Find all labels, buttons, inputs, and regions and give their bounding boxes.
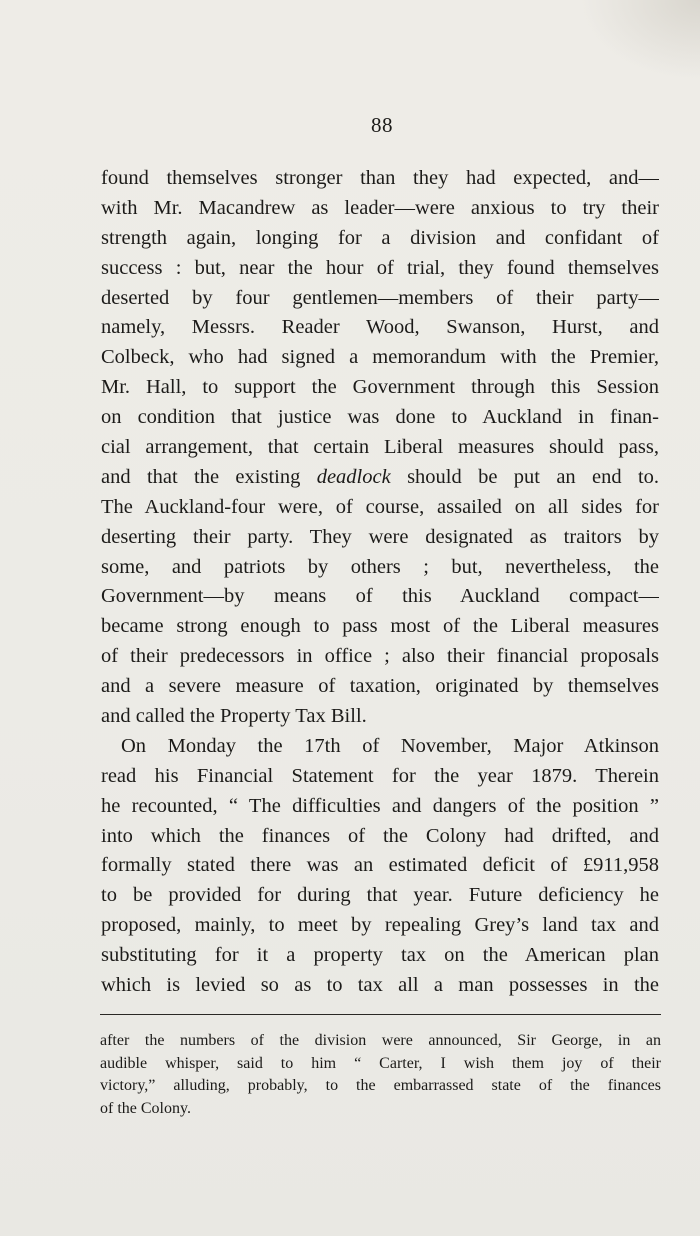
paragraph-start-line: On Monday the 17th of November, Major Atkinson [121, 734, 659, 757]
footnote-line: of the Colony. [100, 1099, 191, 1117]
text-line: success : but, near the hour of trial, they found themselves [101, 256, 659, 279]
text-line: namely, Messrs. Reader Wood, Swanson, Hurst, and [101, 316, 659, 339]
text-line: and a severe measure of taxation, originated by themselves [101, 675, 659, 698]
text-line: to be provided for during that year. Future deficiency he [101, 884, 659, 907]
paper-stain [580, 0, 700, 80]
text-line: became strong enough to pass most of the Liberal measures [101, 615, 659, 638]
text-line: Colbeck, who had signed a memorandum with the Premier, [101, 346, 659, 369]
paragraph-end-line: and called the Property Tax Bill. [101, 705, 367, 728]
text-line-with-italic [101, 463, 659, 493]
main-text-block [101, 164, 659, 1001]
text-line: read his Financial Statement for the year 1879. Therein [101, 764, 659, 787]
page-number: 88 [371, 113, 393, 137]
text-line: proposed, mainly, to meet by repealing Grey’s land tax and [101, 914, 659, 937]
text-line: which is levied so as to tax all a man possesses in the [101, 974, 659, 997]
text-line: strength again, longing for a division and confidant of [101, 226, 659, 249]
text-line: substituting for it a property tax on the American plan [101, 944, 659, 967]
italic-word: deadlock [316, 465, 391, 488]
footnote-line: after the numbers of the division were announced, Sir George, in an [100, 1032, 661, 1049]
text-line: Government—by means of this Auckland compact— [101, 585, 659, 608]
text-line: deserted by four gentlemen—members of their party— [101, 286, 659, 309]
text-line: of their predecessors in office ; also their financial proposals [101, 645, 659, 668]
text-segment: should be put an end to. [407, 465, 659, 488]
footnote-line: victory,” alluding, probably, to the embarrassed state of the finances [100, 1077, 661, 1094]
text-line: found themselves stronger than they had expected, and— [101, 167, 659, 189]
text-line: with Mr. Macandrew as leader—were anxious to try their [101, 196, 659, 219]
text-segment: and that the existing [101, 465, 301, 488]
footnote-block [100, 1030, 661, 1120]
text-line: formally stated there was an estimated deficit of £911,958 [101, 854, 659, 877]
text-line: some, and patriots by others ; but, nevertheless, the [101, 555, 659, 578]
text-line: on condition that justice was done to Auckland in finan- [101, 406, 659, 429]
footnote-divider [100, 1014, 661, 1015]
text-line: deserting their party. They were designated as traitors by [101, 525, 659, 548]
text-line: cial arrangement, that certain Liberal measures should pass, [101, 436, 659, 459]
text-line: Mr. Hall, to support the Government through this Session [101, 376, 659, 399]
text-line: The Auckland-four were, of course, assailed on all sides for [101, 495, 659, 518]
text-line: he recounted, “ The difficulties and dangers of the position ” [101, 794, 659, 817]
footnote-line: audible whisper, said to him “ Carter, I wish them joy of their [100, 1054, 661, 1072]
text-line: into which the finances of the Colony had drifted, and [101, 824, 659, 847]
